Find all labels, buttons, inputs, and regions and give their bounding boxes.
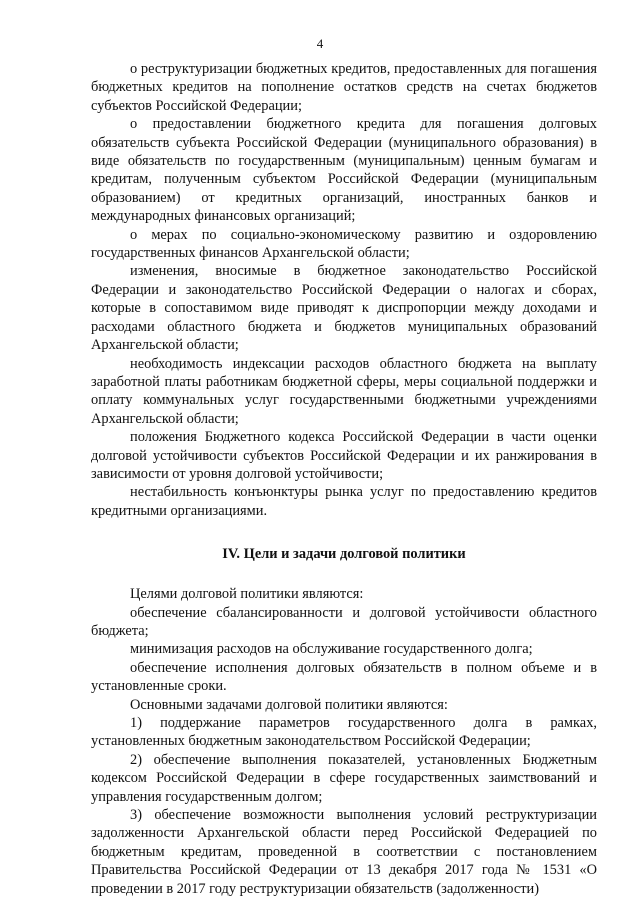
paragraph-goals-intro: Целями долговой политики являются:	[130, 586, 364, 603]
paragraph-task-1: 1) поддержание параметров государственного долга в рамках, установленных бюджетным законодательством Российской Федерации;	[91, 715, 597, 750]
paragraph-goal-cost-minimization: минимизация расходов на обслуживание государственного долга;	[130, 641, 533, 658]
section-heading: IV. Цели и задачи долговой политики	[222, 546, 466, 563]
paragraph-task-2: 2) обеспечение выполнения показателей, установленных Бюджетным кодексом Российской Федерации в сфере государственных заимствований и управления государственным долгом;	[91, 751, 597, 805]
paragraph-tasks-intro: Основными задачами долговой политики являются:	[130, 696, 448, 713]
document-body	[91, 60, 597, 898]
paragraph-debt-sustainability-provisions: положения Бюджетного кодекса Российской Федерации в части оценки долговой устойчивости субъектов Российской Федерации и их ранжирования в зависимости от уровня долговой устойчивости;	[91, 429, 597, 482]
paragraph-budget-credit-provision: о предоставлении бюджетного кредита для погашения долговых обязательств субъекта Российской Федерации (муниципального образования) в виде обязательств по государственным (муниципальным) ценным бумагам и кредитам, полученным субъектом Российской Федерации (муниципальным образованием) от кредитных организаций, иностранных банков и международных финансовых организаций;	[91, 116, 597, 225]
paragraph-expense-indexation: необходимость индексации расходов областного бюджета на выплату заработной платы работникам бюджетной сферы, меры социальной поддержки и оплату коммунальных услуг государственными бюджетными учреждениями Архангельской области;	[91, 355, 597, 427]
paragraph-restructuring-credits: о реструктуризации бюджетных кредитов, предоставленных для погашения бюджетных кредитов на пополнение остатков средств на счетах бюджетов субъектов Российской Федерации;	[91, 61, 597, 114]
paragraph-goal-balance: обеспечение сбалансированности и долговой устойчивости областного бюджета;	[91, 604, 597, 639]
paragraph-legislation-changes: изменения, вносимые в бюджетное законодательство Российской Федерации и законодательство Российской Федерации о налогах и сборах, которые в сопоставимом виде приводят к диспропорции между доходами и расходами областного бюджета и бюджетов муниципальных образований Архангельской области;	[91, 263, 597, 354]
paragraph-goal-obligations: обеспечение исполнения долговых обязательств в полном объеме и в установленные сроки.	[91, 659, 597, 695]
paragraph-task-3: 3) обеспечение возможности выполнения условий реструктуризации задолженности Архангельской области перед Российской Федерацией по бюджетным кредитам, проведенной в соответствии с постановлением Правительства Российской Федерации от 13 декабря 2017 года № 1531 «О проведении в 2017 году реструктуризации обязательств (задолженности)	[91, 807, 597, 897]
page-number: 4	[316, 36, 324, 51]
paragraph-market-instability: нестабильность конъюнктуры рынка услуг по предоставлению кредитов кредитными организациями.	[91, 484, 597, 519]
paragraph-socio-economic-measures: о мерах по социально-экономическому развитию и оздоровлению государственных финансов Архангельской области;	[91, 226, 597, 262]
